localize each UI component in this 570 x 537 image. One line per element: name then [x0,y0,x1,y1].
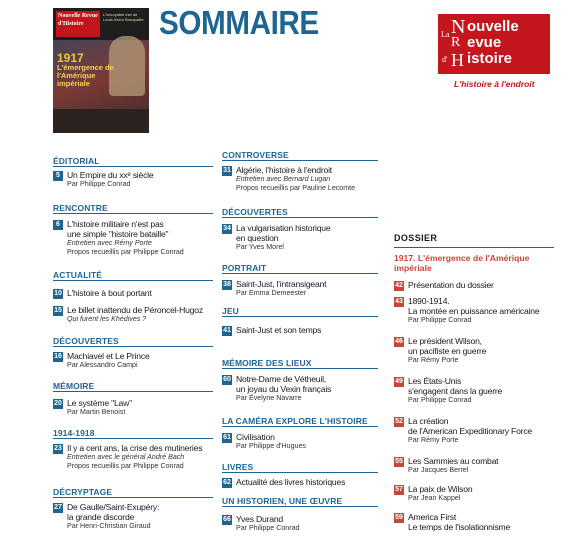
logo-d: d' [442,55,448,64]
section-title: DÉCRYPTAGE [53,487,113,497]
dossier-rule [394,247,554,248]
entry-title[interactable]: Le billet inattendu de Péroncel-Hugoz [67,305,203,315]
entry-author: Par Yves Morel [236,243,284,251]
magazine-cover [53,8,149,133]
entry-title[interactable]: La montée en puissance américaine [408,306,540,316]
entry-author: Par Rémy Porte [408,356,459,364]
entry-author: Par Philippe Conrad [408,396,472,404]
entry-title[interactable]: L'histoire militaire n'est pas [67,219,164,229]
entry-title[interactable]: Saint-Just et son temps [236,325,322,335]
section-rule [53,438,213,439]
entry-title[interactable]: Le temps de l'isolationnisme [408,522,511,532]
logo-r: R [451,35,461,50]
section-title: 1914-1918 [53,428,95,438]
entry-title[interactable]: Notre-Dame de Vétheuil, [236,374,326,384]
section-rule [222,368,378,369]
entry-author: Par Philippe Conrad [67,180,131,188]
page-number: 55 [395,458,403,465]
section-rule [222,316,378,317]
entry-author: Propos recueillis par Philippe Conrad [67,462,184,470]
section-title: CONTROVERSE [222,150,289,160]
entry-title[interactable]: un joyau du Vexin français [236,384,332,394]
entry-author: Par Philippe Conrad [236,524,300,532]
entry-author: Par Jacques Berrel [408,466,469,474]
page-number: 27 [54,504,62,511]
page-number: 34 [223,225,231,232]
section-rule [53,391,213,392]
section-title: MÉMOIRE [53,381,95,391]
entry-author: Par Emma Demeester [236,289,307,297]
entry-title[interactable]: Les États-Unis [408,376,462,386]
entry-author: Par Martin Benoist [67,408,126,416]
entry-interview: Entretien avec le général André Bach [67,453,185,461]
entry-interview: Entretien avec Bernard Lugan [236,175,331,183]
entry-author: Par Alessandro Campi [67,361,138,369]
entry-title[interactable]: une simple "histoire bataille" [67,229,169,239]
page-number: 41 [223,327,231,334]
page-number: 52 [395,418,403,425]
section-rule [222,160,378,161]
section-title: UN HISTORIEN, UNE ŒUVRE [222,496,343,506]
page-number: 57 [395,486,403,493]
entry-title[interactable]: Il y a cent ans, la crise des mutineries [67,443,203,453]
page-number: 43 [395,298,403,305]
logo-la: La [441,30,450,39]
section-title: ACTUALITÉ [53,270,103,280]
entry-interview: Qui furent les Khédives ? [67,315,147,323]
entry-title[interactable]: America First [408,512,457,522]
page-number: 20 [54,400,62,407]
cover-bottom-strip [53,109,149,133]
entry-interview: Entretien avec Rémy Porte [67,239,152,247]
section-title: RENCONTRE [53,203,108,213]
entry-title[interactable]: Yves Durand [236,514,284,524]
section-title: PORTRAIT [222,263,267,273]
cover-teaser: L'incroyable fuel de Louis-Victor Bonaparte [103,12,144,22]
entry-title[interactable]: L'histoire à bout portant [67,288,152,298]
entry-title[interactable]: Un Empire du xxᵉ siècle [67,170,154,180]
entry-title[interactable]: De Gaulle/Saint-Exupéry: [67,502,160,512]
dossier-heading: DOSSIER [394,233,438,243]
page-number: 61 [223,434,231,441]
entry-title[interactable]: La paix de Wilson [408,484,473,494]
entry-author: Propos recueillis par Philippe Conrad [67,248,184,256]
page-number: 6 [53,220,63,230]
section-title: DÉCOUVERTES [222,207,288,217]
entry-title[interactable]: Présentation du dossier [408,280,494,290]
section-rule [53,497,213,498]
entry-title[interactable]: Actualité des livres historiques [236,477,346,487]
section-rule [222,217,378,218]
page-number: 23 [54,445,62,452]
section-rule [53,166,213,167]
section-title: JEU [222,306,239,316]
entry-author: Par Philippe Conrad [408,316,472,324]
entry-title[interactable]: Les Sammies au combat [408,456,499,466]
entry-title[interactable]: Le système "Law" [67,398,132,408]
entry-title[interactable]: Algérie, l'histoire à l'endroit [236,165,332,175]
section-title: LIVRES [222,462,254,472]
section-title: ÉDITORIAL [53,156,100,166]
section-title: MÉMOIRE DES LIEUX [222,358,312,368]
entry-title[interactable]: de l'American Expeditionary Force [408,426,533,436]
page-number: 38 [223,281,231,288]
entry-title[interactable]: Civilisation [236,432,275,442]
page-number: 10 [54,290,62,297]
page-number: 59 [395,514,403,521]
section-title: LA CAMÉRA EXPLORE L'HISTOIRE [222,416,368,426]
entry-author: Par Philippe d'Hugues [236,442,306,450]
section-rule [53,346,213,347]
page-number: 49 [395,378,403,385]
entry-author: Par Jean Kappel [408,494,461,502]
dossier-subtitle: 1917. L'émergence de l'Amérique impériale [394,253,530,273]
section-rule [53,213,213,214]
logo-n: N [451,16,466,38]
entry-author: Par Henri-Christian Giraud [67,522,151,530]
entry-title[interactable]: La création [408,416,449,426]
page-number: 31 [223,167,231,174]
cover-year: 1917 [57,51,84,65]
section-rule [222,426,378,427]
logo-word-2: evue [467,34,502,51]
page-number: 66 [223,516,231,523]
entry-title[interactable]: en question [236,233,279,243]
entry-author: Par Rémy Porte [408,436,459,444]
page-number: 60 [223,376,231,383]
logo-h: H [451,50,464,70]
entry-title[interactable]: un pacifiste en guerre [408,346,487,356]
cover-headline: L'émergence de l'Amérique impériale [57,63,114,88]
entry-title[interactable]: 1890-1914. [408,296,450,306]
page-number: 46 [395,338,403,345]
section-title: DÉCOUVERTES [53,336,119,346]
entry-author: Par Évelyne Navarre [236,394,302,402]
page-number: 42 [395,282,403,289]
entry-title[interactable]: s'engagent dans la guerre [408,386,503,396]
section-rule [222,472,378,473]
brand-logo [438,14,550,74]
entry-title[interactable]: Le président Wilson, [408,336,482,346]
logo-word-1: ouvelle [467,18,519,35]
entry-title[interactable]: Saint-Just, l'intransigeant [236,279,327,289]
section-rule [53,280,213,281]
page-number: 16 [54,353,62,360]
section-rule [222,506,378,507]
page-number: 15 [54,307,62,314]
brand-tagline: L'histoire à l'endroit [454,79,535,89]
page-title: SOMMAIRE [159,4,319,41]
cover-logo: Nouvelle Revue d'Histoire [56,11,100,37]
section-rule [222,273,378,274]
page-number: 5 [53,171,63,181]
page-number: 62 [223,479,231,486]
entry-author: Propos recueillis par Pauline Lecomte [236,184,356,192]
entry-title[interactable]: la grande discorde [67,512,135,522]
logo-word-3: istoire [467,50,513,67]
entry-title[interactable]: La vulgarisation historique [236,223,331,233]
entry-title[interactable]: Machiavel et Le Prince [67,351,150,361]
